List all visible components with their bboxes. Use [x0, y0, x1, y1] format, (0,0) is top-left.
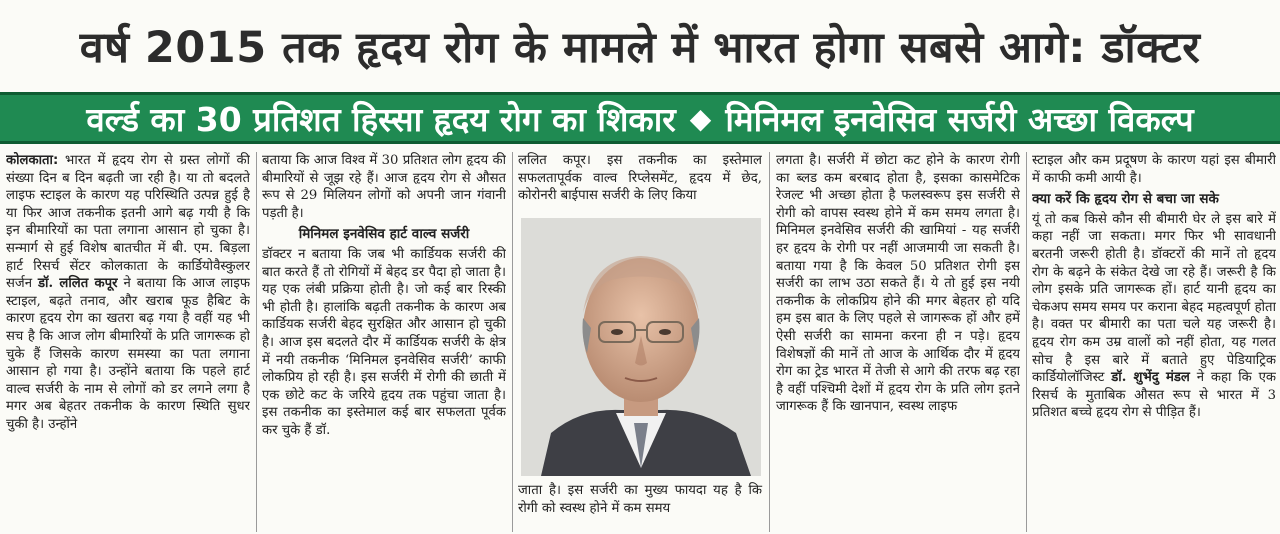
- column-2-text-continued: डॉक्टर न बताया कि जब भी कार्डियक सर्जरी की बात करते हैं तो रोगियों में बेहद डर पैदा हो जाता है। यह एक लंबी प्रक्रिया होती है। जो कई बार रिस्की भी होती है। हालांकि बढ़ती तकनीक के कारण अब कार्डियक सर्जरी बेहद सुरक्षित और आसान हो चुकी है। आज इस बदलते दौर में कार्डियक सर्जरी के क्षेत्र में नयी तकनीक ‘मिनिमल इनवेसिव सर्जरी’ काफी लोकप्रिय हो रही है। इस सर्जरी में रोगी की छाती में एक छोटे कट के जरिये हृदय तक पहुंचा जाता है। इस तकनीक का इस्तेमाल कई बार सफलता पूर्वक कर चुके हैं डॉ.: [262, 246, 506, 438]
- banner-left-text: वर्ल्ड का 30 प्रतिशत हिस्सा हृदय रोग का शिकार: [86, 99, 676, 139]
- doctor-name-shubhendu-mandal: डॉ. शुभेंदु मंडल: [1111, 370, 1190, 386]
- headline: वर्ष 2015 तक हृदय रोग के मामले में भारत होगा सबसे आगे: डॉक्टर: [79, 22, 1201, 73]
- subhead-minimal-invasive: मिनिमल इनवेसिव हार्ट वाल्व सर्जरी: [298, 226, 470, 243]
- subhead-what-to-do: क्या करें कि हृदय रोग से बचा जा सके: [1032, 191, 1219, 208]
- column-divider: [512, 152, 513, 532]
- column-divider: [256, 152, 257, 532]
- column-5-text-continued: यूं तो कब किसे कौन सी बीमारी घेर ले इस बारे में कहा नहीं जा सकता। मगर फिर भी सावधानी बरतनी जरूरी होती है। डॉक्टरों की मानें तो हृदय रोग के बढ़ने के संकेत देखे जा रहे हैं। जरूरी है कि लोग इसके प्रति जागरूक हों। हार्ट यानी हृदय का चेकअप समय समय पर कराना बेहद महत्वपूर्ण होता है। वक्त पर बीमारी का पता चले यह जरूरी है। हृदय रोग कम उम्र वालों को नहीं होता, यह गलत सोच है इस बारे में बताते हुए पेडियाट्रिक कार्डियोलॉजिस्ट: [1032, 211, 1276, 386]
- diamond-separator-icon: ◆: [689, 101, 712, 135]
- doctor-portrait-image: [521, 218, 761, 476]
- banner-right-text: मिनिमल इनवेसिव सर्जरी अच्छा विकल्प: [725, 99, 1194, 139]
- column-3-text-bottom: जाता है। इस सर्जरी का मुख्य फायदा यह है कि रोगी को स्वस्थ होने में कम समय: [518, 483, 762, 516]
- article-column-3: [518, 152, 762, 214]
- column-divider: [769, 152, 770, 532]
- subheadline-banner: [0, 92, 1280, 144]
- column-3-text-top: ललित कपूर। इस तकनीक का इस्तेमाल सफलतापूर्वक वाल्व रिप्लेसमेंट, हृदय में छेद, कोरोनरी बाईपास सर्जरी के लिए किया: [518, 153, 762, 204]
- article-column-2: [262, 152, 506, 532]
- column-4-text: लगता है। सर्जरी में छोटा कट होने के कारण रोगी का ब्लड कम बरबाद होता है, इसका कासमेटिक रेजल्ट भी अच्छा होता है फलस्वरूप इस सर्जरी से रोगी को वापस स्वस्थ होने में कम समय लगता है। मिनिमल इनवेसिव सर्जरी की खामियां - यह सर्जरी हर हृदय के रोगी पर नहीं आजमायी जा सकती है। बताया गया है कि केवल 50 प्रतिशत रोगी इस सर्जरी का लाभ उठा सकते हैं। ये तो हुई इस नयी तकनीक के लोकप्रिय होने की मगर बेहतर हो यदि हम इस बात के लिए पहले से जागरूक हों और हमें ऐसी सर्जरी का सामना करना ही न पड़े। हृदय विशेषज्ञों की मानें तो आज के आर्थिक दौर में हृदय रोग का ट्रेड भारत में तेजी से आगे की तरफ बढ़ रहा है वहीं पश्चिमी देशों में हृदय रोग के प्रति लोग इतने जागरूक हैं कि खानपान, स्वस्थ लाइफ: [776, 153, 1020, 415]
- column-1-text: भारत में हृदय रोग से ग्रस्त लोगों की संख्या दिन ब दिन बढ़ती जा रही है। या तो बदलते लाइफ स्टाइल के कारण यह परिस्थिति उत्पन्न हुई है या फिर आज तकनीक इतनी आगे बढ़ गयी है कि इन बीमारियों का पता लगाना आसान हो चुका है। सन्मार्ग से हुई विशेष बातचीत में बी. एम. बिड़ला हार्ट रिसर्च सेंटर कोलकाता के कार्डियोवैस्कुलर सर्जन: [6, 153, 250, 292]
- article-column-5: [1032, 152, 1276, 532]
- dateline: कोलकाता:: [6, 153, 59, 168]
- column-divider: [1026, 152, 1027, 532]
- article-column-4: [776, 152, 1020, 532]
- column-5-paragraph: [1032, 211, 1276, 422]
- column-1-text-continued: ने बताया कि आज लाइफ स्टाइल, बढ़ते तनाव, और खराब फूड हैबिट के कारण हृदय रोग का खतरा बढ़ गया है वहीं यह भी सच है कि आज लोग बीमारियों के प्रति जागरूक हो चुके हैं जिसके कारण समस्या का पता लगाना आसान हो गया है। उन्होंने बताया कि पहले हार्ट वाल्व सर्जरी के नाम से लोगों को डर लगने लगा है मगर अब बेहतर तकनीक के कारण स्थिति सुधर चुकी है। उन्होंने: [6, 276, 250, 432]
- column-5-text: स्टाइल और कम प्रदूषण के कारण यहां इस बीमारी में काफी कमी आयी है।: [1032, 153, 1276, 186]
- column-1-paragraph: [6, 152, 250, 434]
- column-5-text-end: ने कहा कि एक रिसर्च के मुताबिक औसत रूप से भारत में 3 प्रतिशत बच्चे हृदय रोग से पीड़ित हैं।: [1032, 370, 1276, 421]
- article-column-1: [6, 152, 250, 532]
- doctor-photo: [521, 218, 761, 476]
- doctor-name-lalit-kapoor: डॉ. ललित कपूर: [37, 276, 118, 292]
- article-column-3-bottom: [518, 482, 762, 517]
- column-2-text: बताया कि आज विश्व में 30 प्रतिशत लोग हृदय की बीमारियों से जूझ रहे हैं। आज हृदय रोग से औसत रूप से 29 मिलियन लोगों को अपनी जान गंवानी पड़ती है।: [262, 153, 506, 221]
